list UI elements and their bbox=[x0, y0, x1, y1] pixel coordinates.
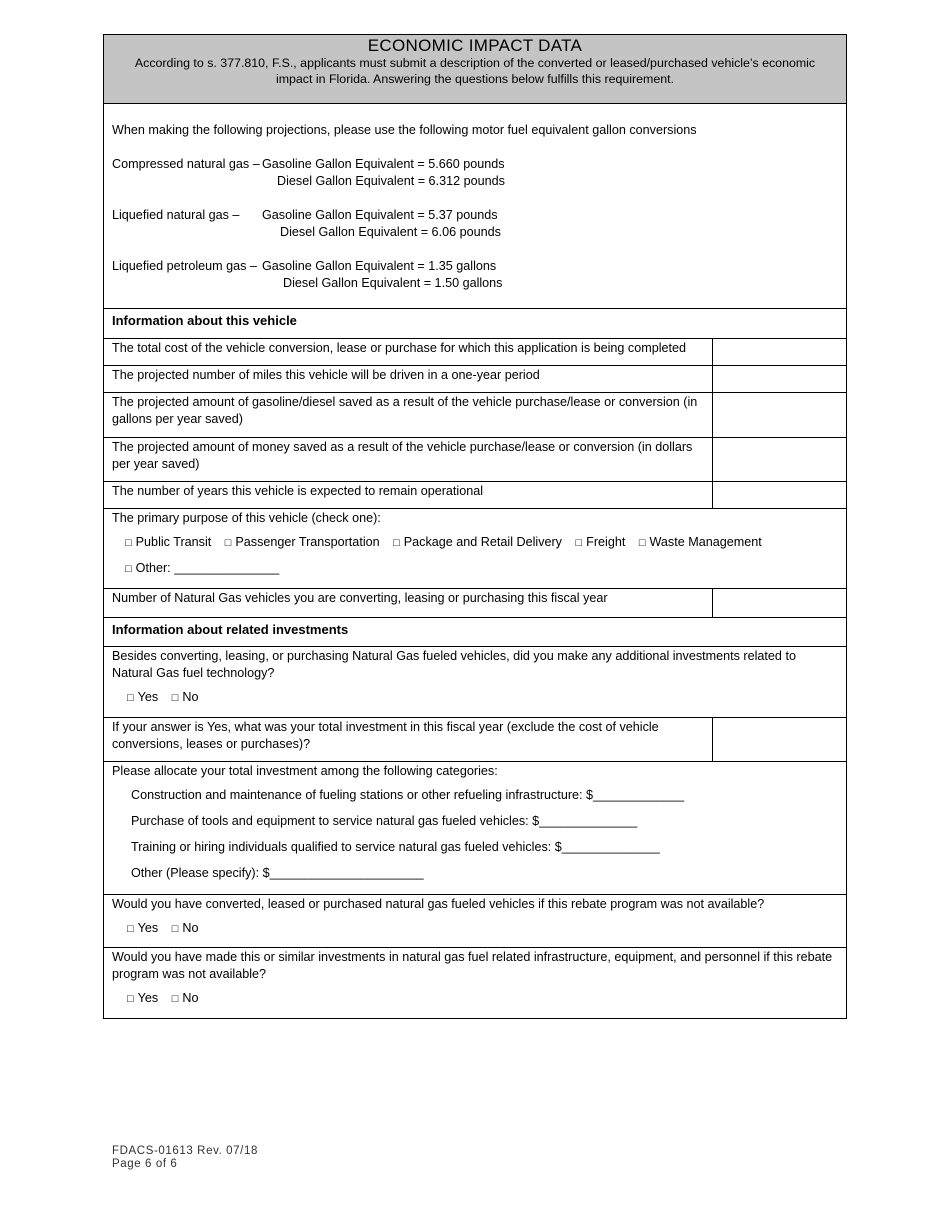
total-investment-question: If your answer is Yes, what was your total investment in this fiscal year (exclude the cost of vehicle conversions, leases or purchases)? bbox=[104, 718, 713, 761]
total-investment-row bbox=[104, 718, 846, 762]
lng-label: Liquefied natural gas – bbox=[112, 208, 240, 222]
gallons-saved-answer-field[interactable] bbox=[713, 393, 846, 437]
purpose-row bbox=[104, 509, 846, 589]
vehicle-count-answer-field[interactable] bbox=[713, 589, 846, 617]
conversion-section bbox=[104, 104, 846, 309]
years-operational-answer-field[interactable] bbox=[713, 482, 846, 508]
lpg-diesel: Diesel Gallon Equivalent = 1.50 gallons bbox=[283, 276, 503, 290]
lng-gasoline: Gasoline Gallon Equivalent = 5.37 pounds bbox=[262, 208, 498, 222]
checkbox-icon[interactable]: □ bbox=[125, 537, 132, 549]
money-saved-question: The projected amount of money saved as a result of the vehicle purchase/lease or conversion (in dollars per year saved) bbox=[104, 438, 713, 481]
total-cost-question: The total cost of the vehicle conversion, lease or purchase for which this application is being completed bbox=[104, 339, 713, 365]
yes-option[interactable]: □ Yes bbox=[127, 690, 159, 704]
checkbox-icon[interactable]: □ bbox=[125, 563, 132, 575]
money-saved-answer-field[interactable] bbox=[713, 438, 846, 481]
yes-no-options bbox=[104, 684, 846, 710]
no-option[interactable]: □ No bbox=[171, 690, 199, 704]
money-saved-row bbox=[104, 438, 846, 482]
checkbox-icon[interactable]: □ bbox=[393, 537, 400, 549]
investments-section-heading-row bbox=[104, 618, 846, 647]
form-header bbox=[104, 35, 846, 104]
yes-no-options bbox=[104, 985, 846, 1011]
miles-row bbox=[104, 366, 846, 393]
purpose-option-waste-management[interactable]: □ Waste Management bbox=[638, 535, 762, 549]
without-rebate-vehicles-question: Would you have converted, leased or purchased natural gas fueled vehicles if this rebate program was not available? bbox=[112, 897, 765, 911]
economic-impact-form bbox=[103, 34, 847, 1019]
purpose-option-package-delivery[interactable]: □ Package and Retail Delivery bbox=[393, 535, 562, 549]
no-option[interactable]: □ No bbox=[171, 991, 199, 1005]
checkbox-icon[interactable]: □ bbox=[224, 537, 232, 549]
miles-question: The projected number of miles this vehicle will be driven in a one-year period bbox=[104, 366, 713, 392]
yes-option[interactable]: □ Yes bbox=[127, 921, 159, 935]
allocation-tools[interactable]: Purchase of tools and equipment to service natural gas fueled vehicles: $______________ bbox=[131, 814, 638, 828]
without-rebate-vehicles-row bbox=[104, 895, 846, 948]
page-footer bbox=[112, 1145, 258, 1171]
gallons-saved-row bbox=[104, 393, 846, 438]
checkbox-icon[interactable]: □ bbox=[127, 692, 134, 704]
allocation-row bbox=[104, 762, 846, 895]
form-id: FDACS-01613 Rev. 07/18 bbox=[112, 1145, 258, 1157]
yes-no-options bbox=[104, 915, 846, 941]
without-rebate-investments-question: Would you have made this or similar investments in natural gas fuel related infrastructure, equipment, and personnel if this rebate program was not available? bbox=[112, 950, 833, 981]
purpose-option-other[interactable]: □ Other: _______________ bbox=[125, 561, 280, 575]
gallons-saved-question: The projected amount of gasoline/diesel saved as a result of the vehicle purchase/lease or conversion (in gallons per year saved) bbox=[104, 393, 713, 437]
total-investment-answer-field[interactable] bbox=[713, 718, 846, 761]
lpg-gasoline: Gasoline Gallon Equivalent = 1.35 gallons bbox=[262, 259, 497, 273]
without-rebate-investments-row bbox=[104, 948, 846, 1018]
allocation-stations[interactable]: Construction and maintenance of fueling stations or other refueling infrastructure: $_____________ bbox=[131, 788, 685, 802]
vehicle-section-heading-row bbox=[104, 309, 846, 339]
yes-option[interactable]: □ Yes bbox=[127, 991, 159, 1005]
checkbox-icon[interactable]: □ bbox=[575, 537, 583, 549]
lpg-label: Liquefied petroleum gas – bbox=[112, 259, 257, 273]
conversion-intro: When making the following projections, please use the following motor fuel equivalent gallon conversions bbox=[112, 123, 697, 137]
checkbox-icon[interactable]: □ bbox=[127, 923, 134, 935]
cng-label: Compressed natural gas – bbox=[112, 157, 260, 171]
vehicle-count-row bbox=[104, 589, 846, 618]
lng-diesel: Diesel Gallon Equivalent = 6.06 pounds bbox=[280, 225, 501, 239]
purpose-options bbox=[104, 529, 846, 555]
form-subtitle: According to s. 377.810, F.S., applicants must submit a description of the converted or leased/purchased vehicle’s economic impact in Florida. Answering the questions below fulfills this requirement. bbox=[134, 56, 816, 86]
allocation-training[interactable]: Training or hiring individuals qualified to service natural gas fueled vehicles: $______________ bbox=[131, 840, 660, 854]
purpose-question: The primary purpose of this vehicle (check one): bbox=[112, 511, 381, 525]
additional-investments-question: Besides converting, leasing, or purchasing Natural Gas fueled vehicles, did you make any additional investments related to Natural Gas fuel technology? bbox=[112, 649, 796, 680]
purpose-option-freight[interactable]: □ Freight bbox=[575, 535, 626, 549]
no-option[interactable]: □ No bbox=[171, 921, 199, 935]
cng-gasoline: Gasoline Gallon Equivalent = 5.660 pounds bbox=[262, 157, 505, 171]
allocation-question: Please allocate your total investment among the following categories: bbox=[112, 764, 498, 778]
total-cost-answer-field[interactable] bbox=[713, 339, 846, 365]
checkbox-icon[interactable]: □ bbox=[171, 692, 179, 704]
purpose-option-public-transit[interactable]: □ Public Transit bbox=[125, 535, 212, 549]
purpose-option-passenger[interactable]: □ Passenger Transportation bbox=[224, 535, 380, 549]
investments-section-heading: Information about related investments bbox=[112, 622, 349, 637]
allocation-other[interactable]: Other (Please specify): $______________________ bbox=[131, 866, 424, 880]
checkbox-icon[interactable]: □ bbox=[171, 993, 179, 1005]
vehicle-section-heading: Information about this vehicle bbox=[112, 313, 297, 328]
vehicle-count-question: Number of Natural Gas vehicles you are converting, leasing or purchasing this fiscal year bbox=[104, 589, 713, 617]
page-number: Page 6 of 6 bbox=[112, 1158, 178, 1170]
form-title: ECONOMIC IMPACT DATA bbox=[367, 36, 583, 55]
total-cost-row bbox=[104, 339, 846, 366]
years-operational-question: The number of years this vehicle is expected to remain operational bbox=[104, 482, 713, 508]
additional-investments-row bbox=[104, 647, 846, 718]
checkbox-icon[interactable]: □ bbox=[171, 923, 179, 935]
checkbox-icon[interactable]: □ bbox=[638, 537, 646, 549]
checkbox-icon[interactable]: □ bbox=[127, 993, 134, 1005]
cng-diesel: Diesel Gallon Equivalent = 6.312 pounds bbox=[277, 174, 505, 188]
years-operational-row bbox=[104, 482, 846, 509]
miles-answer-field[interactable] bbox=[713, 366, 846, 392]
